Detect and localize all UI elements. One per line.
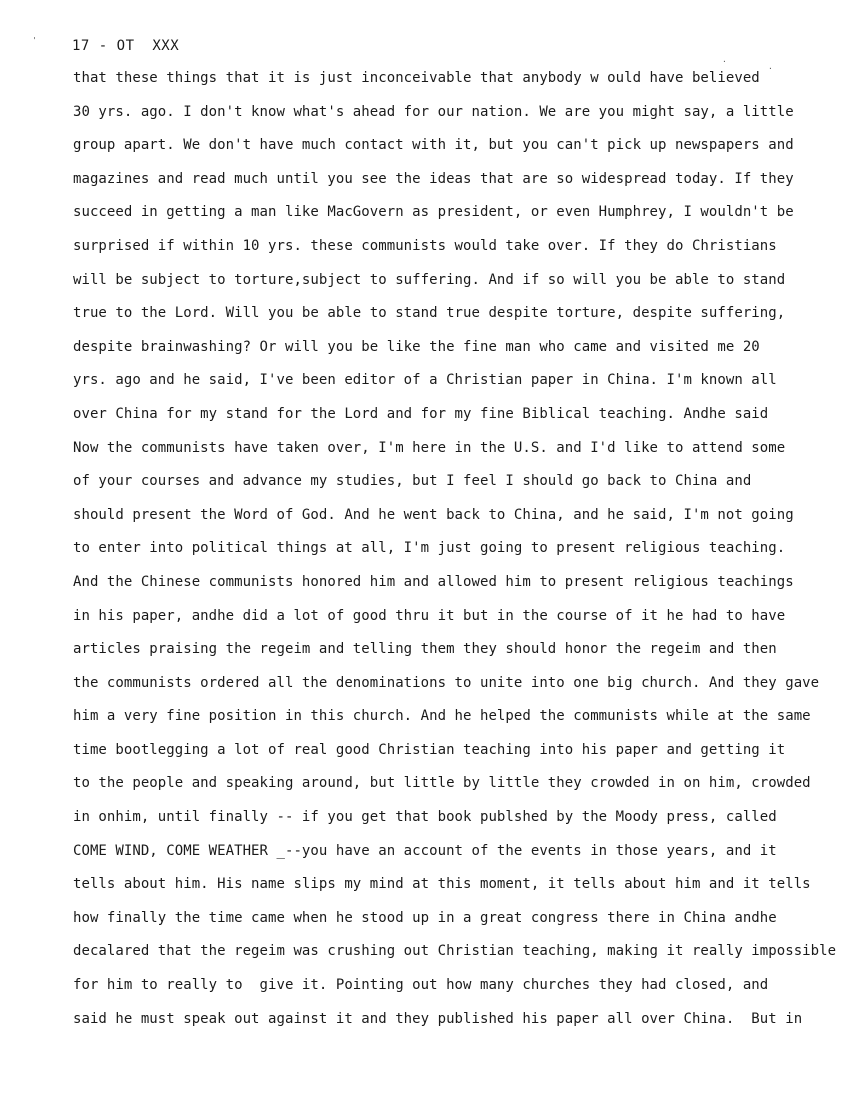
body-text [73,68,843,1042]
text-line: for him to really to give it. Pointing out how many churches they had closed, and [73,977,769,994]
text-line: succeed in getting a man like MacGovern as president, or even Humphrey, I wouldn't be [73,204,794,221]
text-line: 30 yrs. ago. I don't know what's ahead for our nation. We are you might say, a little [73,103,794,120]
page-header: 17 - OT XXX [72,38,180,54]
text-line: magazines and read much until you see the ideas that are so widespread today. If they [73,170,794,187]
text-line: to the people and speaking around, but little by little they crowded in on him, crowded [73,775,811,792]
text-line: that these things that it is just inconceivable that anybody w ould have believed [73,70,760,86]
text-line: of your courses and advance my studies, but I feel I should go back to China and [73,473,752,490]
text-line: should present the Word of God. And he went back to China, and he said, I'm not going [73,506,794,523]
text-line: group apart. We don't have much contact with it, but you can't pick up newspapers and [73,137,794,154]
text-line: COME WIND, COME WEATHER _--you have an account of the events in those years, and it [73,842,777,859]
text-line: true to the Lord. Will you be able to stand true despite torture, despite suffering, [73,305,786,322]
text-line: in his paper, andhe did a lot of good thru it but in the course of it he had to have [73,607,786,624]
text-line: how finally the time came when he stood up in a great congress there in China andhe [73,909,777,926]
margin-mark: ' [32,36,37,45]
text-line: And the Chinese communists honored him and allowed him to present religious teachings [73,573,794,590]
text-line: to enter into political things at all, I'm just going to present religious teaching. [73,540,786,557]
text-line: yrs. ago and he said, I've been editor of a Christian paper in China. I'm known all [73,372,777,389]
text-line: in onhim, until finally -- if you get that book publshed by the Moody press, called [73,809,777,826]
text-line: the communists ordered all the denominations to unite into one big church. And they gave [73,674,820,691]
text-line: despite brainwashing? Or will you be like the fine man who came and visited me 20 [73,338,760,355]
text-line: articles praising the regeim and telling them they should honor the regeim and then [73,641,777,658]
text-line: surprised if within 10 yrs. these communists would take over. If they do Christians [73,237,777,254]
text-line: tells about him. His name slips my mind at this moment, it tells about him and it tells [73,876,811,893]
margin-mark: . [768,62,773,71]
text-line: said he must speak out against it and they published his paper all over China. But in [73,1010,803,1027]
text-line: him a very fine position in this church. And he helped the communists while at the same [73,708,811,725]
text-line: decalared that the regeim was crushing out Christian teaching, making it really impossible [73,943,837,960]
margin-mark: . [722,55,727,64]
text-line: time bootlegging a lot of real good Christian teaching into his paper and getting it [73,741,786,758]
text-line: will be subject to torture,subject to suffering. And if so will you be able to stand [73,271,786,288]
text-line: over China for my stand for the Lord and for my fine Biblical teaching. Andhe said [73,405,769,422]
text-line: Now the communists have taken over, I'm here in the U.S. and I'd like to attend some [73,439,786,456]
